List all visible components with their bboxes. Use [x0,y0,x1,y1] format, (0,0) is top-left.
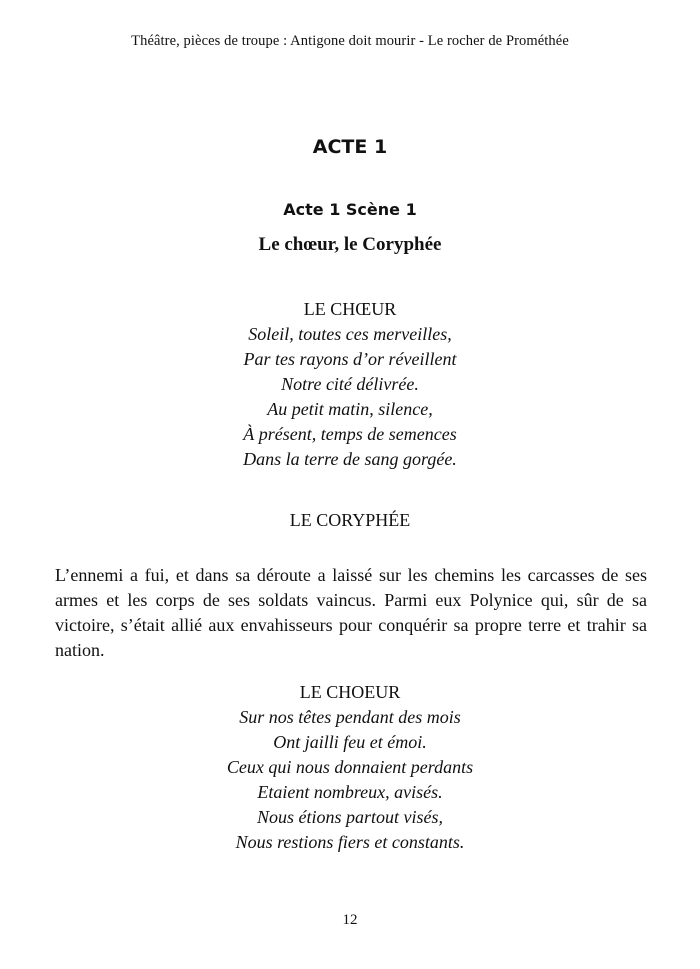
chorus-stanza-1 [0,297,700,472]
verse-line: Ont jailli feu et émoi. [273,732,427,752]
verse-line: À présent, temps de semences [243,424,457,444]
verse-line: Sur nos têtes pendant des mois [239,707,461,727]
scene-characters: Le chœur, le Coryphée [258,234,442,255]
verse-line: Nous étions partout visés, [256,807,443,827]
chorus-stanza-2 [0,680,700,855]
verse-line: Dans la terre de sang gorgée. [243,449,457,469]
speaker-name: LE CHŒUR [303,299,397,319]
running-header: Théâtre, pièces de troupe : Antigone doit mourir - Le rocher de Prométhée [131,33,569,49]
verse-line: Ceux qui nous donnaient perdants [226,757,474,777]
verse-line: Etaient nombreux, avisés. [257,782,443,802]
page-number: 12 [342,912,358,928]
verse-line: Notre cité délivrée. [281,374,419,394]
verse-line: Soleil, toutes ces merveilles, [248,324,452,344]
speaker-name: LE CORYPHÉE [289,510,411,530]
act-title: ACTE 1 [312,136,388,158]
verse-line: Au petit matin, silence, [267,399,433,419]
scene-title: Acte 1 Scène 1 [283,200,417,219]
verse-line: Par tes rayons d’or réveillent [243,349,457,369]
speaker-name: LE CHOEUR [299,682,401,702]
coryphee-speech: L’ennemi a fui, et dans sa déroute a laissé sur les chemins les carcasses de ses armes et les corps de ses soldats vaincus. Parmi eux Polynice qui, sûr de sa victoire, s’était allié aux envahisseurs pour conquérir sa propre terre et trahir sa nation. [55,565,647,660]
verse-line: Nous restions fiers et constants. [235,832,465,852]
